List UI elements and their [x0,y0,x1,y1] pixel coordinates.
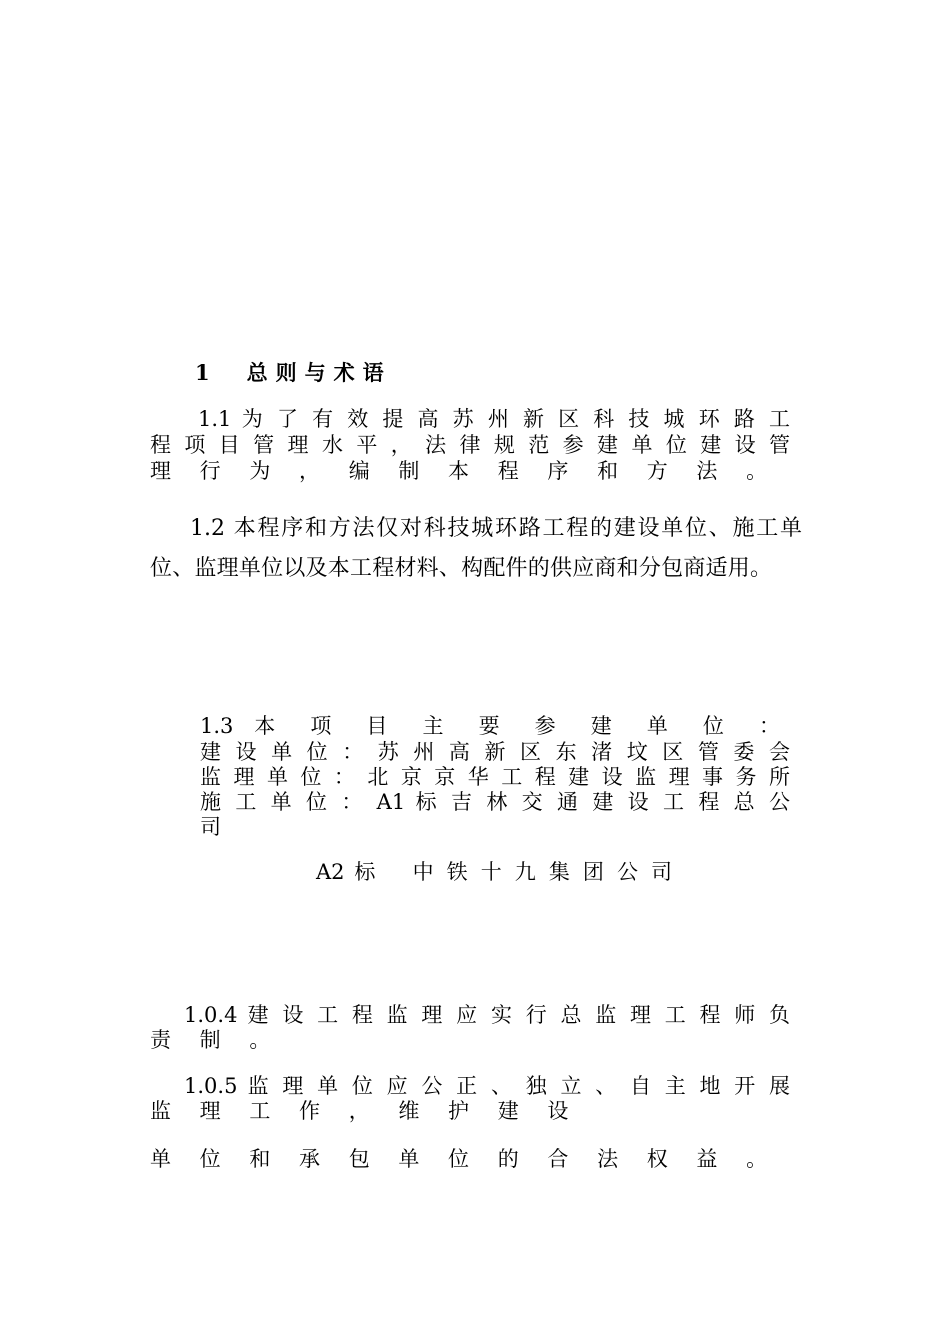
section-heading: 1 总则与术语 [195,360,392,385]
paragraph-1-0-5-line-2: 监 理 工 作 ， 维 护 建 设 [150,1099,580,1123]
paragraph-1-3-line-2: 建 设 单 位 ： 苏 州 高 新 区 东 渚 坟 区 管 委 会 [200,740,790,764]
paragraph-1-1-line-1: 1.1 为 了 有 效 提 高 苏 州 新 区 科 技 城 环 路 工 [198,407,790,431]
paragraph-1-1-line-2: 程 项 目 管 理 水 平 ， 法 律 规 范 参 建 单 位 建 设 管 [150,433,790,457]
paragraph-1-1-line-3: 理 行 为 ， 编 制 本 程 序 和 方 法 。 [150,459,779,483]
paragraph-1-0-4-line-1: 1.0.4 建 设 工 程 监 理 应 实 行 总 监 理 工 程 师 负 [184,1003,790,1027]
paragraph-1-0-5-line-1: 1.0.5 监 理 单 位 应 公 正 、 独 立 、 自 主 地 开 展 [184,1074,790,1098]
paragraph-1-3-line-1: 1.3 本 项 目 主 要 参 建 单 位 ： [200,714,780,738]
paragraph-1-3-line-5: 司 [200,815,221,839]
paragraph-1-2-line-2: 位、监理单位以及本工程材料、构配件的供应商和分包商适用。 [150,556,772,581]
paragraph-1-3-line-6: A2 标 中 铁 十 九 集 团 公 司 [316,860,672,884]
paragraph-1-0-5-line-3: 单 位 和 承 包 单 位 的 合 法 权 益 。 [150,1147,779,1171]
paragraph-1-3-line-4: 施 工 单 位 ： A1 标 吉 林 交 通 建 设 工 程 总 公 [200,790,790,814]
paragraph-1-2-line-1: 1.2 本程序和方法仅对科技城环路工程的建设单位、施工单 [190,516,802,541]
paragraph-1-3-line-3: 监 理 单 位 ： 北 京 京 华 工 程 建 设 监 理 事 务 所 [200,765,790,789]
paragraph-1-0-4-line-2: 责 制 。 [150,1028,282,1052]
